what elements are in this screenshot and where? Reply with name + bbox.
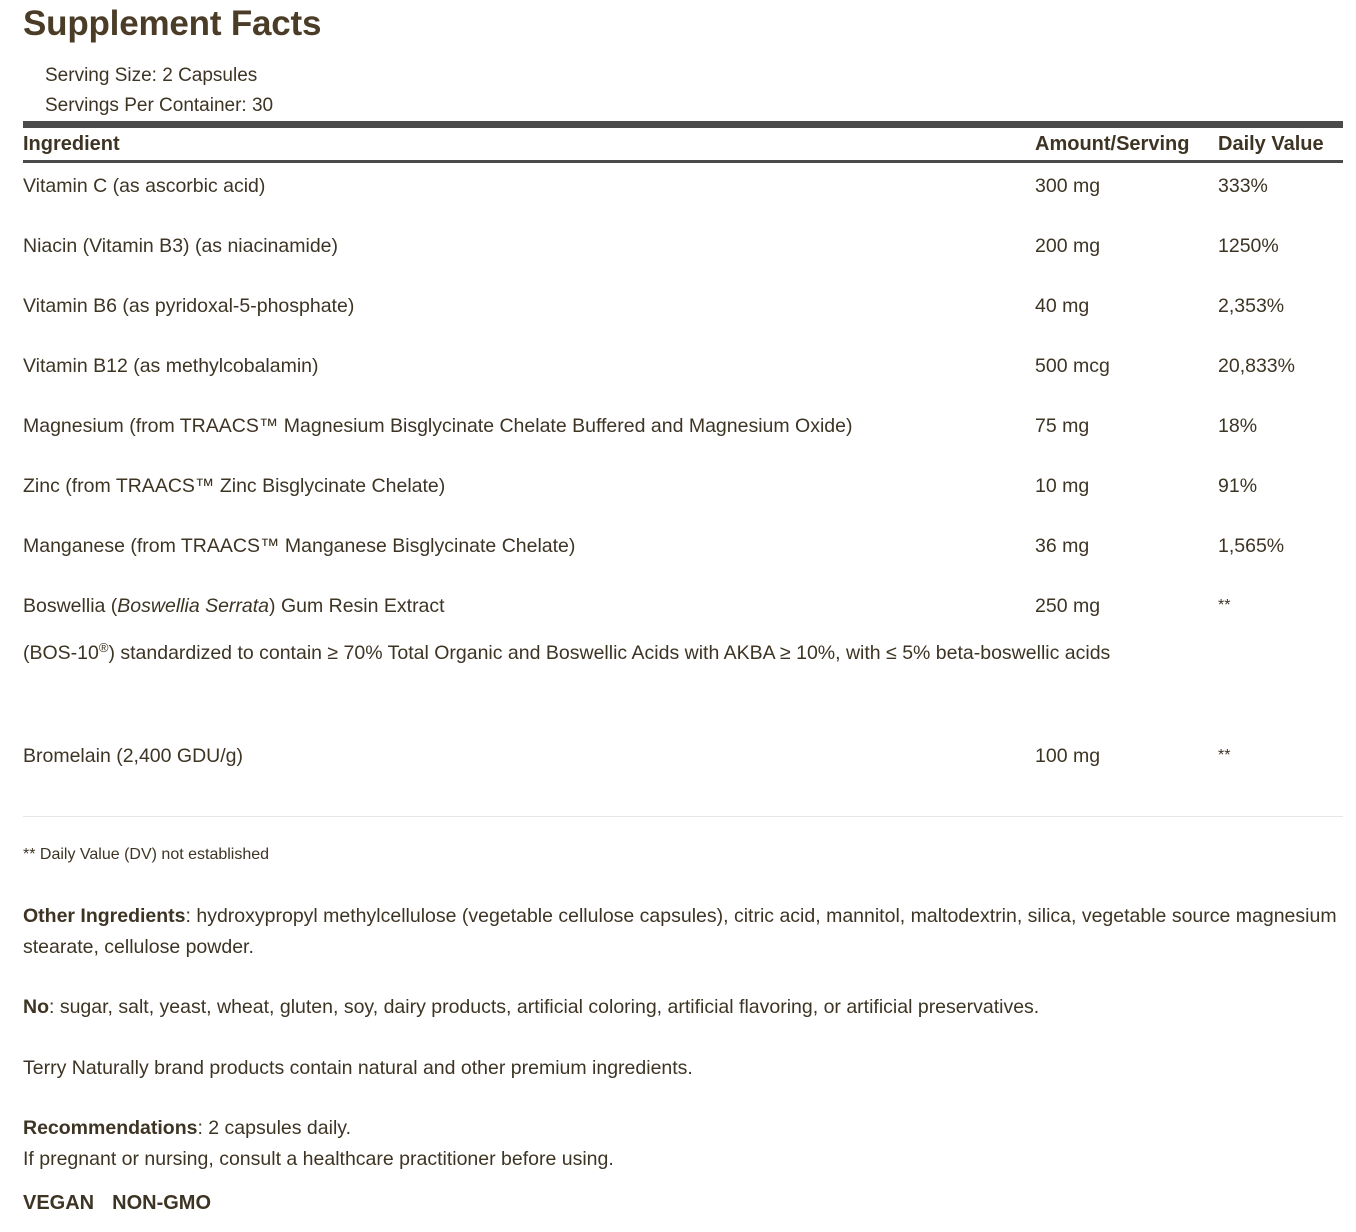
ingredient-daily-value: 2,353% — [1218, 295, 1285, 317]
recommendations — [23, 1113, 1343, 1175]
ingredient-name: Manganese (from TRAACS™ Manganese Bisglycinate Chelate) — [23, 535, 576, 557]
ingredient-amount: 40 mg — [1035, 295, 1090, 317]
ingredient-name: Magnesium (from TRAACS™ Magnesium Bisglycinate Chelate Buffered and Magnesium Oxide) — [23, 415, 853, 437]
ingredient-daily-value: 18% — [1218, 415, 1258, 437]
ingredient-daily-value: 1,565% — [1218, 535, 1285, 557]
ingredient-amount: 300 mg — [1035, 175, 1101, 197]
ingredient-name-part: Boswellia ( — [23, 595, 118, 617]
ingredient-name: Vitamin C (as ascorbic acid) — [23, 175, 266, 197]
ingredient-amount: 200 mg — [1035, 235, 1101, 257]
badges — [23, 1192, 229, 1215]
free-from-text: : sugar, salt, yeast, wheat, gluten, soy, dairy products, artificial coloring, artificial flavoring, or artificial preservatives. — [49, 996, 1040, 1018]
ingredient-name: Bromelain (2,400 GDU/g) — [23, 745, 244, 767]
ingredient-detail — [23, 640, 1110, 665]
ingredient-amount: 100 mg — [1035, 745, 1101, 767]
detail-part: ) standardized to contain ≥ 70% Total Organic and Boswellic Acids with AKBA ≥ 10%, with ≤ 5% beta-boswellic acids — [108, 642, 1111, 664]
thick-divider — [23, 121, 1343, 128]
ingredient-amount: 250 mg — [1035, 595, 1101, 617]
other-ingredients — [23, 901, 1343, 963]
ingredient-name: Vitamin B6 (as pyridoxal-5-phosphate) — [23, 295, 355, 317]
ingredient-daily-value: 1250% — [1218, 235, 1279, 257]
recommendations-label: Recommendations — [23, 1117, 198, 1139]
table-bottom-divider — [23, 816, 1343, 817]
ingredient-amount: 10 mg — [1035, 475, 1090, 497]
ingredient-daily-value: ** — [1218, 597, 1231, 614]
other-ingredients-label: Other Ingredients — [23, 905, 186, 927]
free-from-statement — [23, 992, 1343, 1023]
column-header-amount: Amount/Serving — [1035, 133, 1190, 155]
column-header-ingredient: Ingredient — [23, 133, 120, 155]
ingredient-daily-value: 91% — [1218, 475, 1258, 497]
ingredient-amount: 36 mg — [1035, 535, 1090, 557]
ingredient-daily-value: 333% — [1218, 175, 1268, 197]
ingredient-daily-value: 20,833% — [1218, 355, 1295, 377]
ingredient-amount: 500 mcg — [1035, 355, 1110, 377]
pregnancy-warning: If pregnant or nursing, consult a healthcare practitioner before using. — [23, 1148, 614, 1170]
dv-footnote: ** Daily Value (DV) not established — [23, 846, 270, 863]
servings-per-container: Servings Per Container: 30 — [45, 95, 274, 116]
other-ingredients-text: : hydroxypropyl methylcellulose (vegetable cellulose capsules), citric acid, mannitol, maltodextrin, silica, vegetable source magnesium stearate, cellulose powder. — [23, 905, 1337, 958]
column-header-daily-value: Daily Value — [1218, 133, 1324, 155]
serving-size: Serving Size: 2 Capsules — [45, 65, 258, 86]
vegan-badge: VEGAN — [23, 1192, 95, 1214]
non-gmo-badge: NON-GMO — [112, 1192, 212, 1214]
recommendations-text: : 2 capsules daily. — [197, 1117, 352, 1139]
ingredient-daily-value: ** — [1218, 747, 1231, 764]
free-from-label: No — [23, 996, 49, 1018]
botanical-name: Boswellia Serrata — [117, 595, 270, 617]
header-divider — [23, 160, 1343, 163]
registered-mark: ® — [98, 640, 109, 655]
detail-part: (BOS-10 — [23, 642, 99, 664]
ingredient-name: Zinc (from TRAACS™ Zinc Bisglycinate Chelate) — [23, 475, 446, 497]
ingredient-name: Niacin (Vitamin B3) (as niacinamide) — [23, 235, 339, 257]
ingredient-name-part: ) Gum Resin Extract — [269, 595, 445, 617]
page-title: Supplement Facts — [23, 4, 322, 43]
ingredient-amount: 75 mg — [1035, 415, 1090, 437]
ingredient-name: Vitamin B12 (as methylcobalamin) — [23, 355, 319, 377]
ingredient-name — [23, 595, 445, 618]
brand-statement: Terry Naturally brand products contain natural and other premium ingredients. — [23, 1057, 693, 1079]
